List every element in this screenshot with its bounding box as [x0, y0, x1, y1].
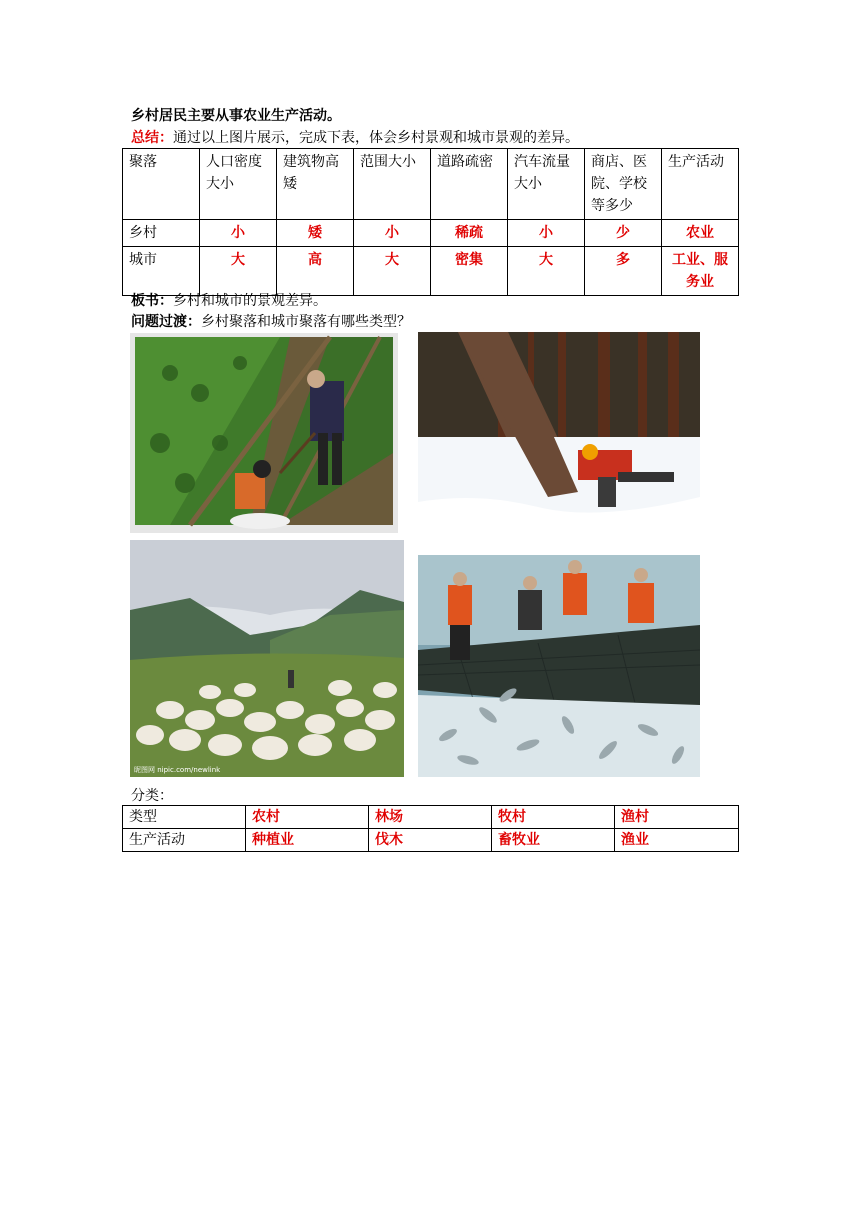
table-cell: 矮	[277, 220, 354, 247]
table-cell: 工业、服务业	[662, 247, 739, 296]
table-cell: 小	[354, 220, 431, 247]
summary-line	[131, 128, 579, 148]
header-cell: 聚落	[123, 149, 200, 220]
table-row	[123, 829, 739, 852]
table-cell: 大	[508, 247, 585, 296]
table-cell: 少	[585, 220, 662, 247]
table-cell: 高	[277, 247, 354, 296]
row-label: 乡村	[123, 220, 200, 247]
summary-label: 总结：	[131, 130, 173, 146]
fishing-photo	[418, 555, 700, 777]
table-cell: 大	[200, 247, 277, 296]
classification-table	[122, 805, 739, 852]
table-row	[123, 220, 739, 247]
header-cell: 生产活动	[662, 149, 739, 220]
table-row	[123, 806, 739, 829]
transition-label: 问题过渡：	[131, 314, 201, 330]
table-cell: 密集	[431, 247, 508, 296]
row-label: 城市	[123, 247, 200, 296]
row-label: 类型	[123, 806, 246, 829]
table-cell: 畜牧业	[492, 829, 615, 852]
table-cell: 大	[354, 247, 431, 296]
table-cell: 林场	[369, 806, 492, 829]
transition-line	[131, 312, 411, 332]
header-cell: 建筑物高矮	[277, 149, 354, 220]
comparison-table	[122, 148, 739, 296]
header-cell: 汽车流量大小	[508, 149, 585, 220]
header-cell: 人口密度大小	[200, 149, 277, 220]
logging-photo	[418, 332, 700, 534]
table-cell: 小	[508, 220, 585, 247]
board-text: 乡村和城市的景观差异。	[173, 293, 327, 309]
table-cell: 农村	[246, 806, 369, 829]
herding-photo	[130, 540, 404, 777]
table-cell: 渔村	[615, 806, 739, 829]
table-cell: 稀疏	[431, 220, 508, 247]
farming-photo	[130, 333, 398, 533]
header-cell: 道路疏密	[431, 149, 508, 220]
board-line	[131, 291, 327, 311]
transition-text: 乡村聚落和城市聚落有哪些类型？	[201, 314, 411, 330]
table-cell: 种植业	[246, 829, 369, 852]
header-cell: 范围大小	[354, 149, 431, 220]
summary-text: 通过以上图片展示，完成下表，体会乡村景观和城市景观的差异。	[173, 130, 579, 146]
board-label: 板书：	[131, 293, 173, 309]
row-label: 生产活动	[123, 829, 246, 852]
table-cell: 小	[200, 220, 277, 247]
table-header-row	[123, 149, 739, 220]
table-cell: 牧村	[492, 806, 615, 829]
intro-line: 乡村居民主要从事农业生产活动。	[131, 108, 341, 124]
table-row	[123, 247, 739, 296]
table-cell: 渔业	[615, 829, 739, 852]
header-cell: 商店、医院、学校等多少	[585, 149, 662, 220]
table-cell: 伐木	[369, 829, 492, 852]
table-cell: 农业	[662, 220, 739, 247]
sheep-watermark: 昵图网 nipic.com/newlink	[134, 766, 221, 774]
table-cell: 多	[585, 247, 662, 296]
classification-label: 分类：	[131, 788, 173, 804]
